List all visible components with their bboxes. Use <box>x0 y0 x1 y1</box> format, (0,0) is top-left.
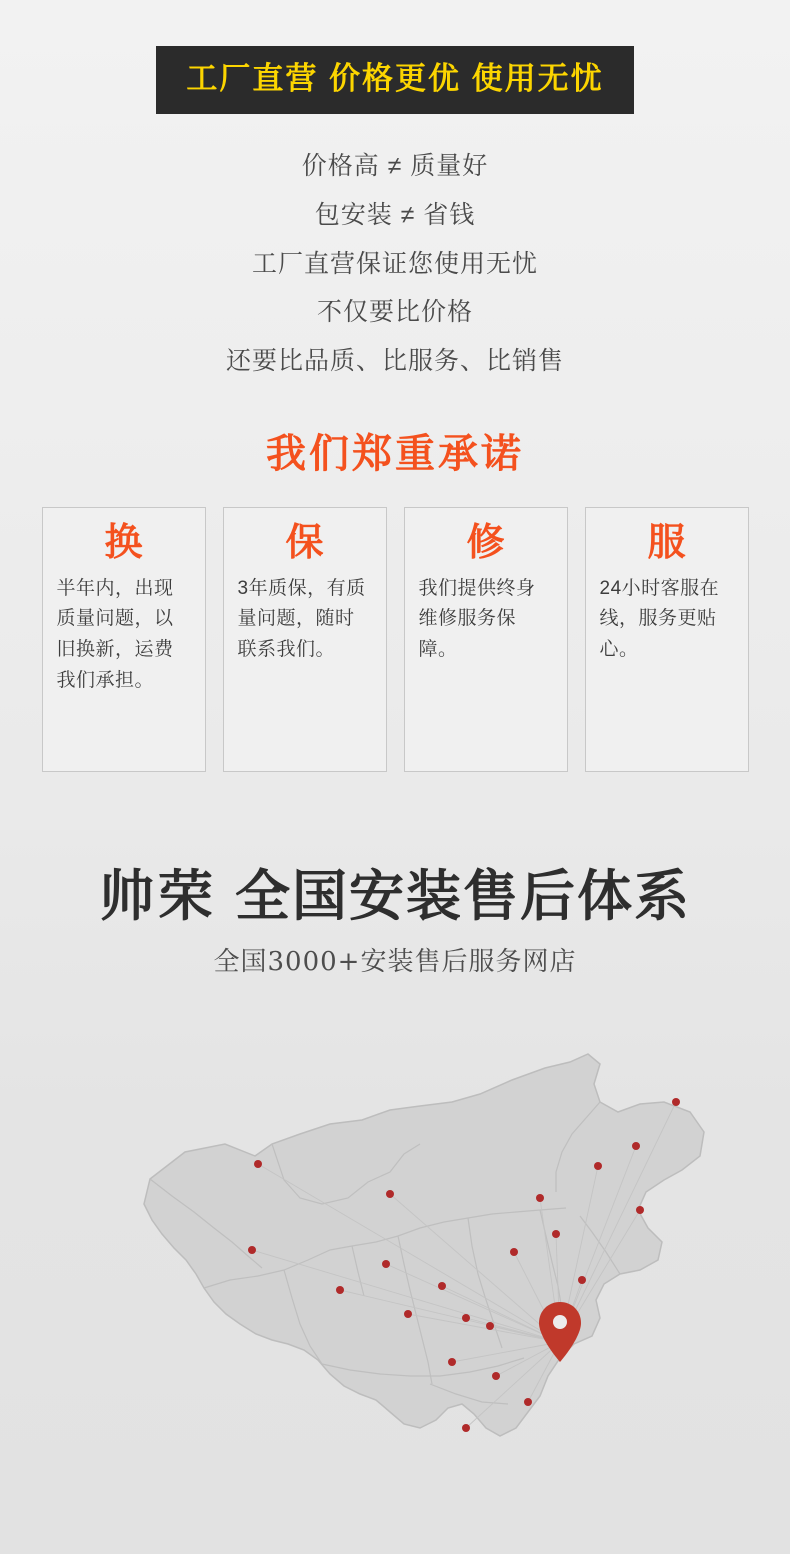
promise-card-list <box>0 507 790 772</box>
promise-card-body: 半年内，出现质量问题，以旧换新，运费我们承担。 <box>56 577 174 691</box>
promise-card-char: 换 <box>104 521 143 564</box>
slogan-line: 还要比品质、比服务、比销售 <box>225 347 564 376</box>
promise-card-service <box>585 507 749 772</box>
promise-card-body: 24小时客服在线，服务更贴心。 <box>599 577 720 661</box>
slogan-line: 工厂直营保证您使用无忧 <box>251 249 538 278</box>
slogan-line: 包安装 ≠ 省钱 <box>314 200 476 229</box>
china-map <box>0 984 790 1524</box>
promise-card-body: 3年质保，有质量问题，随时联系我们。 <box>237 577 366 661</box>
brand-name: 帅荣 <box>98 864 217 928</box>
map-section-title <box>0 830 790 931</box>
promise-card-exchange <box>42 507 206 772</box>
headline-banner <box>156 46 633 114</box>
promise-card-char: 服 <box>647 521 686 564</box>
promise-title: 我们郑重承诺 <box>266 431 524 476</box>
map-section-title-text: 全国安装售后体系 <box>235 864 692 928</box>
slogan-line: 价格高 ≠ 质量好 <box>301 152 489 181</box>
promise-card-warranty <box>223 507 387 772</box>
map-landmass <box>144 1054 704 1436</box>
nationwide-service-section <box>0 830 790 1554</box>
banner-container <box>0 0 790 114</box>
promise-card-char: 修 <box>466 521 505 564</box>
china-map-container <box>0 984 790 1524</box>
slogan-line: 不仅要比价格 <box>316 298 473 327</box>
promise-card-body: 我们提供终身维修服务保障。 <box>418 577 536 661</box>
map-section-subtitle: 全国3000+安装售后服务网店 <box>213 947 577 977</box>
slogan-list <box>0 142 790 386</box>
headline-banner-text: 工厂直营 价格更优 使用无忧 <box>186 61 604 96</box>
promise-card-repair <box>404 507 568 772</box>
promise-card-char: 保 <box>285 521 324 564</box>
